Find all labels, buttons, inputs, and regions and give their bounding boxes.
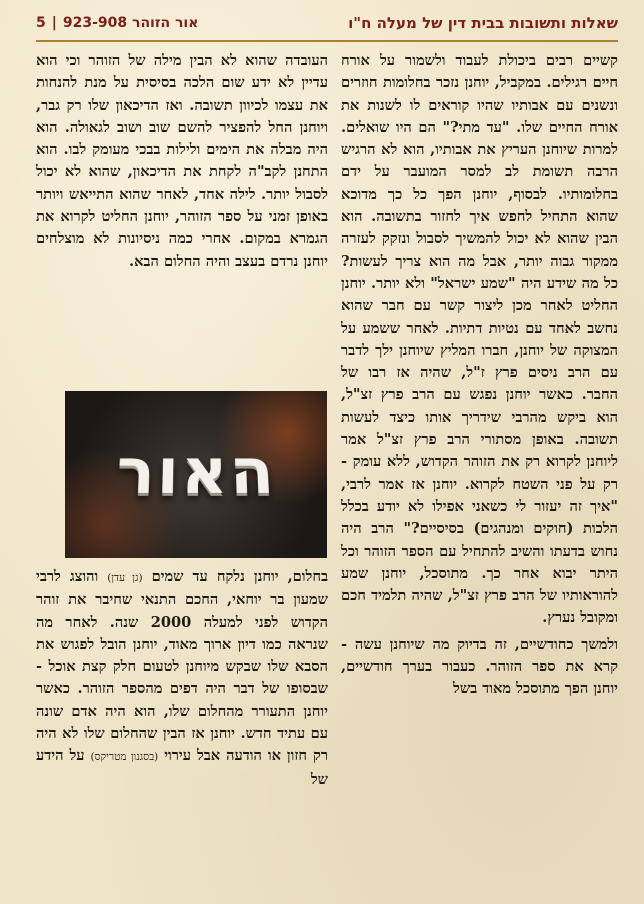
- paragraph: קשיים רבים ביכולת לעבוד ולשמור על אורח חיים רגילים. במקביל, יוחנן נזכר בחלומות חוזרים ונשנים עם אבותיו שהיו קוראים לו לשנות את אורח החיים שלו. "עד מתי?" הם היו שואלים. למרות שיוחנן העריץ את אבותיו, הוא לא הרגיש הרבה תשומת לב למסר המועבר על ידם בחלומותיו. לבסוף, יוחנן הפך כל כך מדוכא שהוא התחיל לחפש איך לחזור בתשובה. הוא הבין שהוא לא יכול להמשיך לסבול ונזקק לעזרה ממקור גבוה יותר, אבל מה הוא צריך לעשות? כל מה שידע היה "שמע ישראל" ולא יותר. יוחנן החליט לאחר מכן ליצור קשר עם חבר שהוא נחשב לאחד עם נטיות דתיות. לאחר ששמע על המצוקה של יוחנן, חברו המליץ שיוחנן ילך לדבר עם הרב ניסים פרץ ז"ל, שהיה אז רבו של החבר. כאשר יוחנן נפגש עם הרב פרץ זצ"ל, הוא ביקש מהרבי שידריך אותו כיצד לעשות תשובה. באופן מסתורי הרב פרץ זצ"ל אמר ליוחנן לקרוא רק את הזוהר הקדוש, ללא עומק - רק על פני השטח לקרוא. יוחנן אז אמר לרבי, "איך זה יעזור לי כשאני אפילו לא יודע בכלל הלכות (חוקים ומנהגים) בסיסיים?" הרב היה נחוש בדעתו והשיב להתחיל עם הספר הזוהר וכל היתר יבוא אחר כך. מתוסכל, יוחנן שמע להוראותיו של הרב פרץ זצ"ל, שהיה תלמיד חכם ומקובל נערץ.: [341, 52, 618, 627]
- text-run: והוצג לרבי שמעון בר יוחאי, החכם התנאי שחיבר את זוהר הקדוש לפני למעלה 2000 שנה. לאחר מה שנראה כמו דיון ארוך מאוד, יוחנן הובל לפגוש את הסבא שלו שבקש מיוחנן לטעום חלק קצת אוכל - שבסופו של דבר היה דפים מהספר הזוהר. כאשר יוחנן התעורר מהחלום שלו, הוא היה אדם שונה עם עתיד חדש. יוחנן אז הבין שהחלום שלו לא היה רק חזון או הודעה אבל עירוי: [36, 568, 329, 765]
- parenthetical-note: (גן עדן): [107, 572, 143, 584]
- publication-name: אור הזוהר 923-908: [62, 15, 199, 31]
- page-header: [36, 8, 618, 38]
- parenthetical-note: (בסגנון מטריקס): [90, 751, 159, 764]
- left-column-bottom: [36, 566, 328, 795]
- text-run: בחלום, יוחנן נלקח עד שמים: [151, 568, 328, 585]
- header-rule: [36, 40, 618, 42]
- page-number: 5: [36, 15, 46, 31]
- page-info: [36, 15, 198, 31]
- article-image: [65, 391, 327, 558]
- text-run: על הידע של: [36, 747, 328, 788]
- running-title: שאלות ותשובות בבית דין של מעלה ח"ו: [348, 14, 618, 32]
- image-title-text: האור: [114, 436, 278, 510]
- left-column-top: [36, 50, 328, 277]
- paragraph: ולמשך כחודשיים, זה בדיוק מה שיוחנן עשה - קרא את ספר הזוהר. כעבור בערך חודשיים, יוחנן הפך מתוסכל מאוד בשל: [341, 635, 618, 698]
- paragraph: העובדה שהוא לא הבין מילה של הזוהר וכי הוא עדיין לא ידע שום הלכה בסיסית על מנת להנחות את עצמו לכיוון תשובה. ואז הדיכאון שלו רק גבר, ויוחנן החל להפציר להשם שוב ושוב לגאולה. הוא היה מבלה את הימים ולילות בבכי מעומק לבו. הוא התחנן לקב"ה לקחת את הדיכאון, שהוא לא יכול לסבול יותר. לילה אחד, לאחר שהוא התייאש ויותר באופן זמני על ספר הזוהר, יוחנן החליט לקרוא את הגמרא במקום. אחרי כמה ניסיונות לא מוצלחים יוחנן נרדם בעצב והיה החלום הבא.: [36, 52, 328, 270]
- right-column: [341, 50, 618, 705]
- paragraph: [36, 566, 328, 791]
- header-separator: |: [51, 15, 57, 31]
